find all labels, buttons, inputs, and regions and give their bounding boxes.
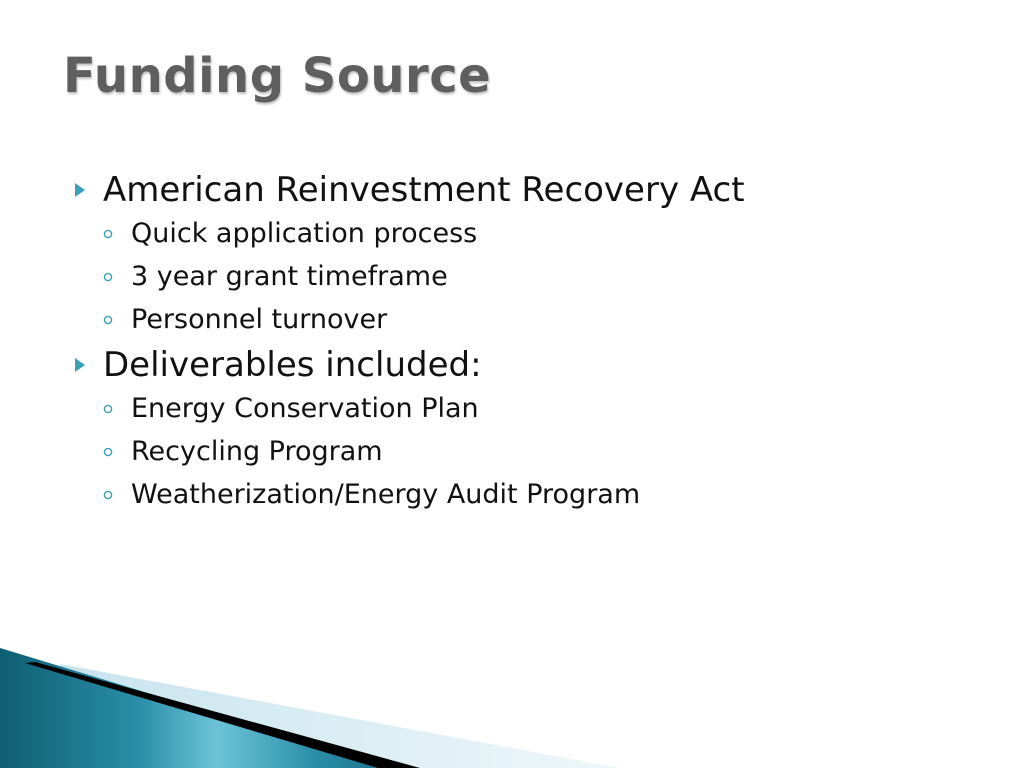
bullet-level2: [75, 430, 975, 473]
item-text: Energy Conservation Plan: [131, 393, 479, 424]
item-text: Personnel turnover: [131, 304, 388, 335]
bullet-list: [75, 168, 975, 516]
circle-bullet-icon: [103, 272, 131, 282]
bullet-level2: [75, 212, 975, 255]
section-funding-act: [75, 168, 975, 341]
bullet-level1: [75, 343, 975, 387]
item-text: Quick application process: [131, 218, 478, 249]
bullet-level2: [75, 255, 975, 298]
circle-bullet-icon: [103, 229, 131, 239]
circle-bullet-icon: [103, 404, 131, 414]
section-deliverables: [75, 343, 975, 516]
item-text: Weatherization/Energy Audit Program: [131, 479, 641, 510]
section-heading: Deliverables included:: [103, 345, 482, 385]
section-heading: American Reinvestment Recovery Act: [103, 170, 745, 210]
circle-bullet-icon: [103, 490, 131, 500]
triangle-bullet-icon: [75, 183, 103, 197]
slide-title: Funding Source: [63, 48, 492, 104]
bullet-level2: [75, 298, 975, 341]
item-text: Recycling Program: [131, 436, 383, 467]
triangle-bullet-icon: [75, 358, 103, 372]
circle-bullet-icon: [103, 315, 131, 325]
item-text: 3 year grant timeframe: [131, 261, 448, 292]
circle-bullet-icon: [103, 447, 131, 457]
bullet-level2: [75, 473, 975, 516]
bullet-level1: [75, 168, 975, 212]
bullet-level2: [75, 387, 975, 430]
